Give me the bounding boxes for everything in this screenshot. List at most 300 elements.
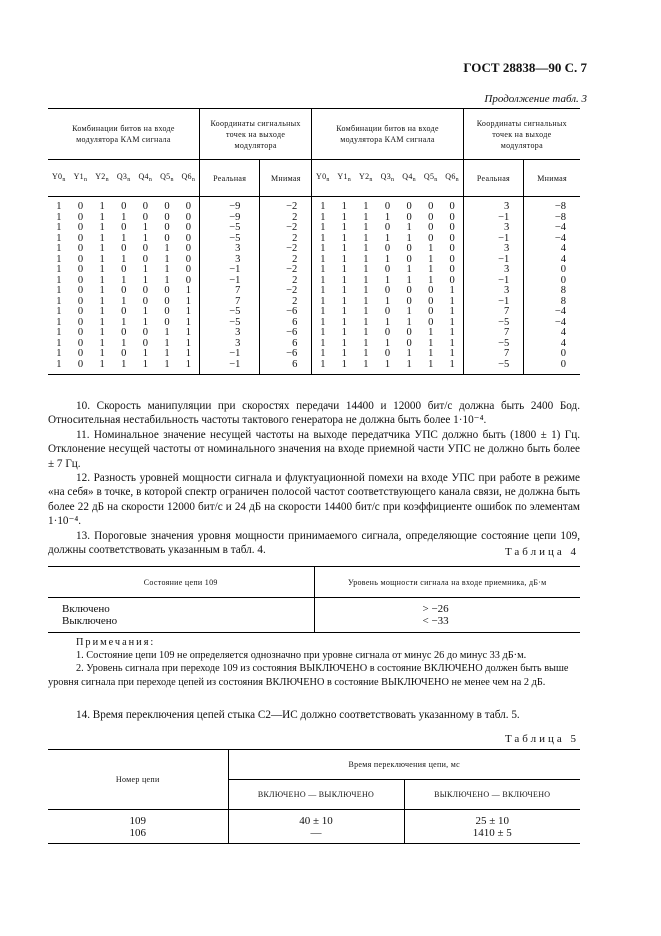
paragraph-14-block — [48, 708, 580, 722]
bit-cell: 0 — [384, 306, 391, 317]
table-row — [48, 265, 580, 276]
imag-cell: 4 — [524, 339, 580, 350]
bit-cell: 1 — [121, 211, 127, 223]
bit-cell: 1 — [312, 297, 334, 308]
state-cell: Включено — [62, 603, 110, 615]
imag-cell: −4 — [524, 318, 580, 329]
bit-cell: 1 — [56, 358, 62, 370]
bit-cell: 1 — [384, 211, 391, 223]
bit-cell: 0 — [121, 201, 127, 212]
bit-cell: 0 — [384, 327, 391, 338]
bit-cell: 0 — [185, 253, 191, 265]
bit-cell: 0 — [449, 201, 455, 212]
bit-cell: 1 — [56, 232, 62, 244]
real-cell: −1 — [199, 265, 260, 276]
bit-cell: 1 — [363, 306, 369, 317]
table-4-caption: Таблица 4 — [504, 546, 579, 558]
bit-cell: 1 — [363, 232, 369, 244]
real-cell: 3 — [463, 286, 524, 297]
bit-cell: 1 — [121, 274, 127, 286]
bit-cell: 1 — [99, 337, 105, 349]
bit-cell: 1 — [449, 327, 455, 338]
real-cell: −5 — [463, 339, 524, 350]
bit-cell: 0 — [121, 243, 127, 254]
bit-cell: 0 — [77, 348, 84, 359]
bit-cell: 1 — [341, 327, 347, 338]
bit-cell: 1 — [363, 222, 369, 233]
bit-cell: 0 — [142, 243, 148, 254]
bit-cell: 0 — [142, 285, 148, 296]
bit-cell: 1 — [312, 265, 334, 276]
group-header-bits-left: Комбинации битов на входе модулятора КАМ сигнала — [72, 124, 175, 144]
imag-cell: −4 — [524, 234, 580, 245]
imag-cell: −2 — [260, 244, 312, 255]
bit-cell: 1 — [363, 337, 369, 349]
real-cell: −1 — [463, 255, 524, 266]
imag-cell: −6 — [260, 307, 312, 318]
bit-col-header-right-q4: $Q4_n$ — [398, 160, 420, 197]
bit-cell: 1 — [341, 274, 347, 286]
bit-cell: 0 — [142, 295, 148, 307]
bit-cell: 1 — [428, 264, 434, 275]
bit-col-header-right-q6: $Q6_n$ — [442, 160, 464, 197]
bit-cell: 1 — [363, 295, 369, 307]
bit-cell: 1 — [312, 349, 334, 360]
bit-cell: 1 — [406, 358, 412, 370]
bit-cell: 0 — [449, 243, 455, 254]
time-on-off-cell: — — [228, 827, 404, 844]
imag-cell: −6 — [260, 349, 312, 360]
bit-cell: 0 — [185, 211, 191, 223]
bit-cell: 1 — [341, 201, 347, 212]
imag-cell: 0 — [524, 360, 580, 375]
note-2: 2. Уровень сигнала при переходе 109 из состояния ВЫКЛЮЧЕНО в состояние ВКЛЮЧЕНО должен быть выше уровня сигнала при переходе цепей из состояния ВКЛЮЧЕНО в состояние ВЫКЛЮЧЕНО не менее чем на 2 дБ. — [48, 663, 569, 688]
bit-cell: 1 — [164, 253, 170, 265]
group-header-coords-left: Координаты сигнальных точек на выходе модулятора — [199, 109, 311, 160]
real-cell: −5 — [463, 360, 524, 375]
imag-cell: −2 — [260, 265, 312, 276]
bit-cell: 0 — [164, 285, 170, 296]
table-row — [48, 213, 580, 224]
bit-cell: 1 — [363, 358, 369, 370]
real-cell: 7 — [463, 349, 524, 360]
bit-cell: 0 — [164, 201, 170, 212]
bit-cell: 0 — [449, 253, 455, 265]
bit-cell: 0 — [384, 285, 391, 296]
imag-cell: 6 — [260, 339, 312, 350]
table-row — [48, 598, 580, 616]
bit-cell: 1 — [384, 337, 391, 349]
bit-cell: 1 — [99, 232, 105, 244]
bit-cell: 1 — [312, 234, 334, 245]
table-row — [48, 307, 580, 318]
imag-cell: 2 — [260, 255, 312, 266]
state-cell: Выключено — [62, 615, 118, 627]
imag-cell: −2 — [260, 286, 312, 297]
bit-cell: 0 — [121, 264, 127, 275]
notes-title: Примечания: — [76, 637, 156, 648]
imag-cell: 6 — [260, 318, 312, 329]
real-cell: 7 — [199, 286, 260, 297]
imag-cell: 0 — [524, 349, 580, 360]
bit-cell: 0 — [428, 306, 434, 317]
real-cell: −1 — [199, 349, 260, 360]
bit-cell: 1 — [449, 316, 455, 328]
table-4-col-level: Уровень мощности сигнала на входе приемника, дБ·м — [314, 567, 580, 598]
bit-cell: 1 — [56, 274, 62, 286]
bit-cell: 0 — [384, 201, 391, 212]
bit-cell: 0 — [185, 243, 191, 254]
bit-cell: 0 — [185, 222, 191, 233]
real-col-header-right: Реальная — [463, 160, 524, 197]
bit-cell: 1 — [121, 295, 127, 307]
bit-cell: 1 — [56, 285, 62, 296]
bit-cell: 1 — [121, 253, 127, 265]
imag-cell: 4 — [524, 255, 580, 266]
real-cell: 3 — [463, 244, 524, 255]
table-4-col-state: Состояние цепи 109 — [48, 567, 314, 598]
bit-cell: 1 — [312, 197, 334, 213]
bit-cell: 1 — [363, 348, 369, 359]
bit-cell: 1 — [406, 348, 412, 359]
table-row — [48, 318, 580, 329]
bit-cell: 0 — [406, 285, 412, 296]
bit-cell: 0 — [77, 211, 84, 223]
bit-cell: 1 — [428, 327, 434, 338]
bit-cell: 0 — [406, 327, 412, 338]
bit-cell: 0 — [77, 306, 84, 317]
bit-cell: 1 — [312, 286, 334, 297]
bit-cell: 1 — [99, 348, 105, 359]
bit-cell: 0 — [449, 222, 455, 233]
imag-cell: 2 — [260, 234, 312, 245]
bit-cell: 0 — [406, 337, 412, 349]
bit-cell: 1 — [185, 327, 191, 338]
table-row — [48, 297, 580, 308]
table-3 — [48, 108, 580, 375]
real-cell: −5 — [199, 307, 260, 318]
bit-cell: 1 — [312, 276, 334, 287]
bit-cell: 1 — [185, 316, 191, 328]
real-cell: 3 — [199, 244, 260, 255]
bit-cell: 0 — [77, 264, 84, 275]
table-row — [48, 810, 580, 828]
bit-cell: 0 — [406, 243, 412, 254]
imag-cell: 8 — [524, 297, 580, 308]
bit-cell: 1 — [185, 295, 191, 307]
bit-cell: 1 — [406, 316, 412, 328]
bit-cell: 1 — [56, 306, 62, 317]
table-row — [48, 197, 580, 213]
table-row — [48, 255, 580, 266]
real-cell: −1 — [463, 276, 524, 287]
bit-cell: 0 — [384, 243, 391, 254]
bit-cell: 1 — [99, 253, 105, 265]
bit-cell: 0 — [77, 253, 84, 265]
note-1: 1. Состояние цепи 109 не определяется однозначно при уровне сигнала от минус 26 до минус 33 дБ·м. — [76, 650, 527, 662]
table-continuation-label: Продолжение табл. 3 — [484, 93, 587, 105]
bit-cell: 0 — [428, 201, 434, 212]
bit-cell: 1 — [142, 232, 148, 244]
bit-col-header-right-q5: $Q5_n$ — [420, 160, 442, 197]
imag-cell: −8 — [524, 197, 580, 213]
bit-cell: 1 — [164, 348, 170, 359]
bit-cell: 1 — [341, 222, 347, 233]
bit-cell: 1 — [56, 348, 62, 359]
bit-cell: 0 — [384, 348, 391, 359]
real-cell: 7 — [199, 297, 260, 308]
bit-cell: 1 — [142, 358, 148, 370]
real-cell: 3 — [199, 255, 260, 266]
table-5-caption: Таблица 5 — [504, 733, 579, 745]
bit-cell: 1 — [164, 327, 170, 338]
bit-cell: 0 — [121, 327, 127, 338]
real-cell: −1 — [463, 297, 524, 308]
bit-cell: 0 — [164, 211, 170, 223]
bit-cell: 1 — [312, 213, 334, 224]
real-cell: −5 — [463, 318, 524, 329]
bit-cell: 1 — [363, 243, 369, 254]
bit-cell: 0 — [77, 285, 84, 296]
bit-cell: 1 — [312, 223, 334, 234]
bit-cell: 1 — [99, 222, 105, 233]
bit-col-header-right-y2: $Y2_n$ — [355, 160, 377, 197]
bit-cell: 1 — [164, 264, 170, 275]
level-cell: < −33 — [314, 615, 580, 633]
bit-cell: 1 — [428, 348, 434, 359]
imag-cell: −4 — [524, 307, 580, 318]
bit-cell: 0 — [428, 232, 434, 244]
bit-cell: 0 — [77, 358, 84, 370]
paragraph-13: 13. Пороговые значения уровня мощности принимаемого сигнала, определяющие состояние цепи 109, должны соответствовать указанным в табл. 4. — [48, 529, 580, 557]
bit-cell: 1 — [428, 243, 434, 254]
bit-cell: 0 — [77, 295, 84, 307]
bit-cell: 0 — [77, 337, 84, 349]
real-cell: 3 — [199, 339, 260, 350]
bit-cell: 1 — [99, 358, 105, 370]
bit-cell: 1 — [449, 306, 455, 317]
imag-cell: 8 — [524, 286, 580, 297]
bit-col-header-left-q4: $Q4_n$ — [135, 160, 157, 197]
bit-cell: 1 — [363, 201, 369, 212]
imag-cell: 4 — [524, 244, 580, 255]
bit-cell: 1 — [121, 232, 127, 244]
imag-cell: 6 — [260, 360, 312, 375]
bit-cell: 1 — [363, 285, 369, 296]
bit-cell: 1 — [99, 264, 105, 275]
imag-cell: −2 — [260, 197, 312, 213]
bit-cell: 1 — [406, 274, 412, 286]
bit-cell: 1 — [428, 337, 434, 349]
bit-cell: 1 — [142, 306, 148, 317]
table-row — [48, 276, 580, 287]
bit-cell: 1 — [406, 232, 412, 244]
bit-cell: 0 — [185, 201, 191, 212]
bit-cell: 0 — [77, 316, 84, 328]
bit-cell: 1 — [363, 264, 369, 275]
bit-cell: 1 — [142, 348, 148, 359]
bit-cell: 1 — [341, 337, 347, 349]
bit-cell: 0 — [406, 253, 412, 265]
bit-cell: 1 — [99, 295, 105, 307]
bit-cell: 1 — [99, 274, 105, 286]
table-4 — [48, 566, 580, 633]
table-5-sub-on-off: ВКЛЮЧЕНО — ВЫКЛЮЧЕНО — [228, 780, 404, 810]
table-row — [48, 244, 580, 255]
imag-cell: 2 — [260, 297, 312, 308]
bit-cell: 0 — [384, 222, 391, 233]
bit-cell: 1 — [142, 316, 148, 328]
table-row — [48, 615, 580, 633]
bit-cell: 0 — [77, 327, 84, 338]
bit-cell: 1 — [341, 232, 347, 244]
bit-cell: 0 — [428, 295, 434, 307]
real-cell: −9 — [199, 213, 260, 224]
bit-cell: 1 — [99, 285, 105, 296]
real-cell: 3 — [199, 328, 260, 339]
bit-cell: 1 — [341, 316, 347, 328]
bit-cell: 1 — [142, 274, 148, 286]
real-cell: 3 — [463, 265, 524, 276]
imag-cell: 4 — [524, 328, 580, 339]
imag-cell: −2 — [260, 223, 312, 234]
bit-cell: 1 — [164, 337, 170, 349]
bit-cell: 0 — [428, 285, 434, 296]
table-5-col-time: Время переключения цепи, мс — [228, 750, 580, 780]
bit-cell: 1 — [185, 337, 191, 349]
bit-cell: 1 — [121, 337, 127, 349]
bit-cell: 0 — [185, 264, 191, 275]
bit-cell: 1 — [164, 358, 170, 370]
bit-cell: 1 — [341, 211, 347, 223]
bit-cell: 1 — [56, 222, 62, 233]
bit-cell: 0 — [142, 337, 148, 349]
bit-cell: 0 — [77, 274, 84, 286]
real-cell: −9 — [199, 197, 260, 213]
bit-cell: 1 — [312, 360, 334, 375]
bit-cell: 0 — [428, 211, 434, 223]
bit-cell: 1 — [56, 243, 62, 254]
bit-cell: 0 — [384, 264, 391, 275]
bit-cell: 1 — [312, 318, 334, 329]
real-cell: −1 — [463, 213, 524, 224]
table-row — [48, 360, 580, 375]
real-cell: 3 — [463, 197, 524, 213]
bit-cell: 1 — [406, 222, 412, 233]
bit-cell: 0 — [121, 222, 127, 233]
bit-cell: 0 — [428, 316, 434, 328]
imag-cell: 0 — [524, 276, 580, 287]
bit-cell: 1 — [142, 264, 148, 275]
bit-cell: 1 — [99, 243, 105, 254]
paragraph-14: 14. Время переключения цепей стыка С2—ИС должно соответствовать указанному в табл. 5. — [76, 709, 520, 721]
bit-cell: 0 — [164, 295, 170, 307]
bit-cell: 1 — [121, 358, 127, 370]
bit-cell: 1 — [312, 255, 334, 266]
bit-cell: 1 — [56, 201, 62, 212]
bit-cell: 1 — [428, 253, 434, 265]
bit-cell: 0 — [164, 232, 170, 244]
table-5-col-number: Номер цепи — [48, 750, 228, 810]
bit-cell: 1 — [384, 274, 391, 286]
bit-cell: 0 — [77, 222, 84, 233]
bit-cell: 1 — [312, 328, 334, 339]
bit-cell: 1 — [341, 264, 347, 275]
group-header-bits-right: Комбинации битов на входе модулятора КАМ сигнала — [312, 109, 463, 160]
bit-cell: 1 — [449, 295, 455, 307]
level-cell: > −26 — [314, 598, 580, 616]
bit-cell: 0 — [77, 232, 84, 244]
bit-cell: 1 — [384, 295, 391, 307]
bit-cell: 0 — [142, 253, 148, 265]
table-row — [48, 234, 580, 245]
bit-cell: 1 — [341, 253, 347, 265]
paragraphs-10-13 — [48, 399, 580, 557]
bit-cell: 1 — [384, 316, 391, 328]
bit-cell: 1 — [56, 211, 62, 223]
imag-cell: 2 — [260, 213, 312, 224]
bit-cell: 0 — [164, 222, 170, 233]
bit-cell: 1 — [449, 348, 455, 359]
bit-cell: 1 — [185, 306, 191, 317]
real-cell: −5 — [199, 234, 260, 245]
time-on-off-cell: 40 ± 10 — [228, 810, 404, 828]
real-cell: 3 — [463, 223, 524, 234]
bit-cell: 0 — [449, 211, 455, 223]
bit-cell: 0 — [142, 327, 148, 338]
bit-cell: 1 — [99, 306, 105, 317]
bit-cell: 1 — [428, 274, 434, 286]
bit-col-header-left-q3: $Q3_n$ — [113, 160, 135, 197]
bit-cell: 1 — [406, 264, 412, 275]
imag-col-header-left: Мнимая — [260, 160, 312, 197]
paragraph-10: 10. Скорость манипуляции при скоростях передачи 14400 и 12000 бит/с должна быть 2400 Бод. Относительная нестабильность частоты тактового генератора не должна быть более 1·10⁻⁴. — [48, 400, 580, 427]
bit-cell: 1 — [341, 243, 347, 254]
bit-cell: 1 — [121, 316, 127, 328]
real-cell: 7 — [463, 307, 524, 318]
table-row — [48, 223, 580, 234]
real-cell: −1 — [199, 276, 260, 287]
circuit-number-cell: 106 — [129, 827, 146, 839]
bit-cell: 1 — [341, 295, 347, 307]
table-row — [48, 339, 580, 350]
imag-col-header-right: Мнимая — [524, 160, 580, 197]
bit-cell: 1 — [56, 327, 62, 338]
bit-cell: 0 — [428, 222, 434, 233]
table-5-sub-off-on: ВЫКЛЮЧЕНО — ВКЛЮЧЕНО — [404, 780, 580, 810]
bit-cell: 1 — [185, 285, 191, 296]
bit-cell: 1 — [363, 316, 369, 328]
table-row — [48, 349, 580, 360]
imag-cell: −8 — [524, 213, 580, 224]
bit-cell: 1 — [363, 211, 369, 223]
bit-cell: 1 — [449, 358, 455, 370]
time-off-on-cell: 25 ± 10 — [404, 810, 580, 828]
bit-col-header-left-q6: $Q6_n$ — [178, 160, 200, 197]
bit-cell: 1 — [449, 285, 455, 296]
bit-cell: 1 — [312, 339, 334, 350]
bit-cell: 1 — [56, 264, 62, 275]
bit-cell: 1 — [312, 244, 334, 255]
bit-cell: 1 — [56, 253, 62, 265]
real-cell: −5 — [199, 318, 260, 329]
bit-cell: 1 — [99, 201, 105, 212]
bit-cell: 0 — [406, 295, 412, 307]
bit-col-header-right-q3: $Q3_n$ — [377, 160, 399, 197]
bit-cell: 1 — [341, 358, 347, 370]
bit-cell: 0 — [164, 306, 170, 317]
bit-cell: 0 — [449, 274, 455, 286]
